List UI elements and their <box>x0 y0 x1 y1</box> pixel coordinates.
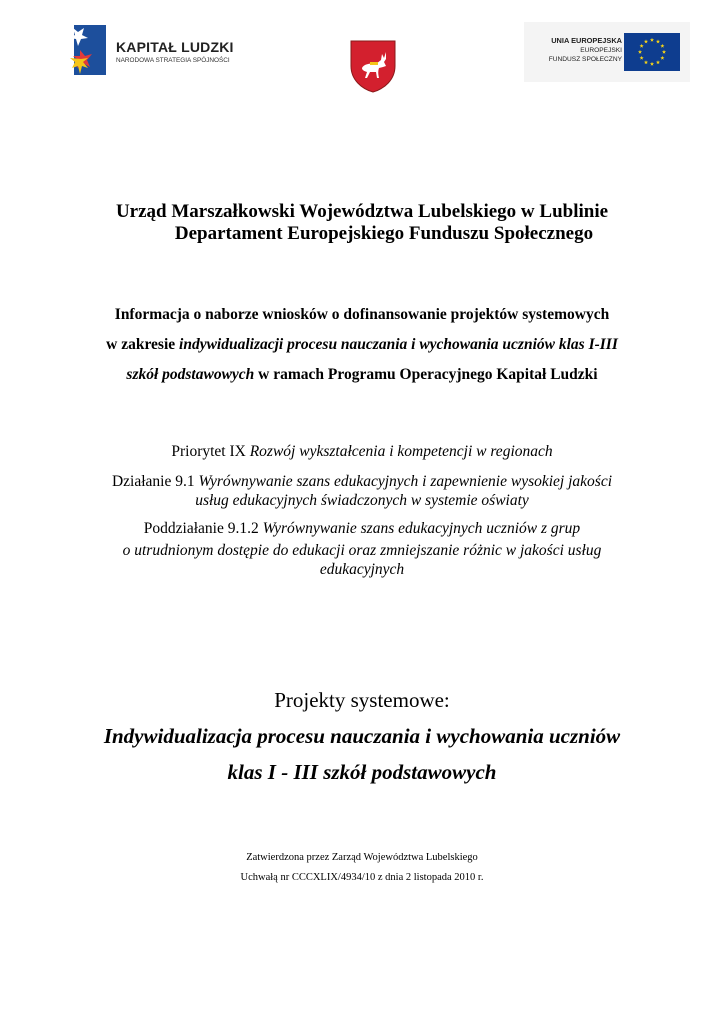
measure-title-2: usług edukacyjnych świadczonych w systemie oświaty <box>195 492 529 509</box>
kapital-ludzki-star-icon <box>68 22 112 78</box>
approval-line-2: Uchwałą nr CCCXLIX/4934/10 z dnia 2 listopada 2010 r. <box>240 872 484 883</box>
submeasure-line-1 <box>0 520 724 538</box>
priority-label: Priorytet IX <box>171 443 250 460</box>
projects-title-2: klas I - III szkół podstawowych <box>227 760 497 784</box>
kapital-ludzki-logo <box>68 22 236 78</box>
eu-efs-logo <box>524 22 690 82</box>
lubelskie-coat-of-arms-icon <box>348 38 398 94</box>
kapital-ludzki-subtitle: NARODOWA STRATEGIA SPÓJNOŚCI <box>116 57 230 64</box>
department-name: Departament Europejskiego Funduszu Społecznego <box>174 223 594 244</box>
eu-logo-line2: EUROPEJSKI <box>580 47 622 54</box>
measure-title-1: Wyrównywanie szans edukacyjnych i zapewnienie wysokiej jakości <box>198 473 613 490</box>
eu-logo-line3: FUNDUSZ SPOŁECZNY <box>548 56 622 63</box>
info-line-3-italic: szkół podstawowych <box>126 366 255 383</box>
eu-flag-icon <box>624 33 680 71</box>
info-line-2-italic: indywidualizacji procesu nauczania i wychowania uczniów klas I-III <box>179 336 618 353</box>
measure-line-1 <box>0 473 724 491</box>
info-line-1: Informacja o naborze wniosków o dofinansowanie projektów systemowych <box>114 306 610 323</box>
submeasure-title-3: edukacyjnych <box>319 561 405 578</box>
projects-title-1: Indywidualizacja procesu nauczania i wychowania uczniów <box>103 724 621 748</box>
approval-line-1: Zatwierdzona przez Zarząd Województwa Lubelskiego <box>246 852 478 863</box>
eu-logo-line1: UNIA EUROPEJSKA <box>551 36 622 45</box>
submeasure-label: Poddziałanie 9.1.2 <box>143 520 263 537</box>
info-line-3 <box>0 366 724 384</box>
measure-label: Działanie 9.1 <box>111 473 199 490</box>
kapital-ludzki-title: KAPITAŁ LUDZKI <box>116 39 234 55</box>
office-name: Urząd Marszałkowski Województwa Lubelskiego w Lublinie <box>115 201 609 222</box>
info-line-3-plain: w ramach Programu Operacyjnego Kapitał Ludzki <box>254 366 598 383</box>
submeasure-title-1: Wyrównywanie szans edukacyjnych uczniów z grup <box>262 520 581 537</box>
priority <box>0 443 724 461</box>
info-line-2 <box>0 336 724 354</box>
submeasure-title-2: o utrudnionym dostępie do edukacji oraz zmniejszanie różnic w jakości usług <box>122 542 602 559</box>
info-line-2-plain: w zakresie <box>106 336 180 353</box>
priority-title: Rozwój wykształcenia i kompetencji w regionach <box>249 443 553 460</box>
projects-heading: Projekty systemowe: <box>274 688 450 712</box>
